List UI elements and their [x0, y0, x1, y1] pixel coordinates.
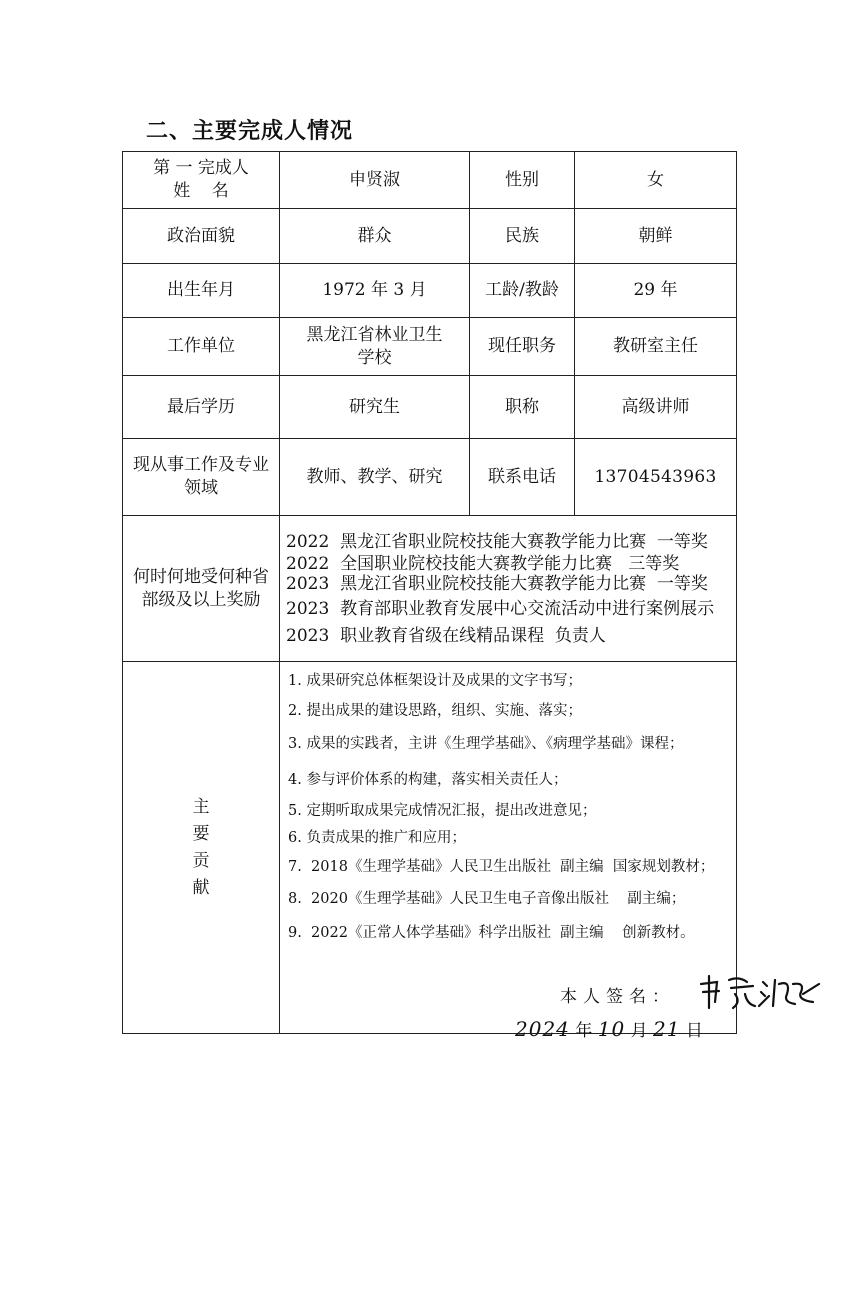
awards-list[interactable] [280, 516, 737, 662]
handwritten-signature-icon [695, 972, 825, 1012]
field-label: 现从事工作及专业领域 [123, 439, 280, 516]
date-day: 21 [652, 1017, 681, 1041]
signature-line[interactable] [560, 980, 703, 1014]
name-label-line2: 姓 名 [173, 181, 229, 201]
contributions-list [280, 662, 736, 950]
row-birth [123, 264, 737, 318]
political-label: 政治面貌 [123, 209, 280, 264]
seniority-label: 工龄/教龄 [470, 264, 575, 318]
birth-label: 出生年月 [123, 264, 280, 318]
political-value[interactable]: 群众 [280, 209, 470, 264]
birth-value[interactable]: 1972 年 3 月 [280, 264, 470, 318]
contrib-label-char: 贡 [192, 850, 210, 871]
gender-value[interactable]: 女 [575, 152, 737, 209]
section-heading: 二、主要完成人情况 [146, 119, 354, 144]
award-item: 2022 全国职业院校技能大赛教学能力比赛 三等奖 [286, 553, 680, 574]
name-label-line1: 第 一 完成人 [153, 158, 249, 179]
contribution-item: 6. 负责成果的推广和应用； [288, 830, 466, 846]
main-completer-table [122, 151, 737, 1041]
field-value[interactable]: 教师、教学、研究 [280, 439, 470, 516]
unit-label: 工作单位 [123, 318, 280, 376]
position-value[interactable]: 教研室主任 [575, 318, 737, 376]
date-year-unit: 年 [575, 1021, 593, 1041]
name-label [123, 152, 280, 209]
contribution-item: 5. 定期听取成果完成情况汇报，提出改进意见； [288, 803, 597, 819]
row-political [123, 209, 737, 264]
row-name [123, 152, 737, 209]
contribution-item: 1. 成果研究总体框架设计及成果的文字书写； [288, 673, 582, 689]
education-label: 最后学历 [123, 376, 280, 439]
contributions-cell[interactable] [280, 662, 737, 1041]
awards-label: 何时何地受何种省部级及以上奖励 [123, 516, 280, 662]
row-education [123, 376, 737, 439]
award-item: 2022 黑龙江省职业院校技能大赛教学能力比赛 一等奖 [286, 531, 708, 552]
award-item: 2023 黑龙江省职业院校技能大赛教学能力比赛 一等奖 [286, 573, 708, 594]
contrib-label-char: 主 [192, 796, 210, 817]
education-value[interactable]: 研究生 [280, 376, 470, 439]
signature-date[interactable] [515, 1014, 703, 1044]
award-item: 2023 职业教育省级在线精品课程 负责人 [286, 625, 606, 646]
row-contributions [123, 662, 737, 1034]
title-value[interactable]: 高级讲师 [575, 376, 737, 439]
unit-value[interactable]: 黑龙江省林业卫生学校 [280, 318, 470, 376]
position-label: 现任职务 [470, 318, 575, 376]
date-day-unit: 日 [685, 1021, 703, 1041]
contribution-item: 3. 成果的实践者，主讲《生理学基础》、《病理学基础》课程； [288, 736, 684, 752]
seniority-value[interactable]: 29 年 [575, 264, 737, 318]
signature-label: 本人签名： [560, 987, 675, 1007]
name-value[interactable]: 申贤淑 [280, 152, 470, 209]
date-month-unit: 月 [630, 1021, 648, 1041]
contribution-item: 9. 2022《正常人体学基础》科学出版社 副主编 创新教材。 [288, 925, 695, 941]
contribution-item: 8. 2020《生理学基础》人民卫生电子音像出版社 副主编； [288, 891, 686, 907]
ethnicity-label: 民族 [470, 209, 575, 264]
row-field [123, 439, 737, 516]
contrib-label-char: 要 [192, 823, 210, 844]
phone-value[interactable]: 13704543963 [575, 439, 737, 516]
row-unit [123, 318, 737, 376]
date-month: 10 [597, 1017, 626, 1041]
ethnicity-value[interactable]: 朝鲜 [575, 209, 737, 264]
date-year: 2024 [515, 1017, 570, 1041]
contribution-item: 2. 提出成果的建设思路，组织、实施、落实； [288, 703, 582, 719]
row-awards [123, 516, 737, 662]
phone-label: 联系电话 [470, 439, 575, 516]
contribution-item: 7. 2018《生理学基础》人民卫生出版社 副主编 国家规划教材； [288, 859, 715, 875]
contribution-item: 4. 参与评价体系的构建，落实相关责任人； [288, 772, 568, 788]
contributions-label [123, 662, 280, 1034]
title-label: 职称 [470, 376, 575, 439]
signature-block [515, 980, 703, 1044]
contrib-label-char: 献 [192, 877, 210, 898]
gender-label: 性别 [470, 152, 575, 209]
award-item: 2023 教育部职业教育发展中心交流活动中进行案例展示 [286, 598, 715, 619]
